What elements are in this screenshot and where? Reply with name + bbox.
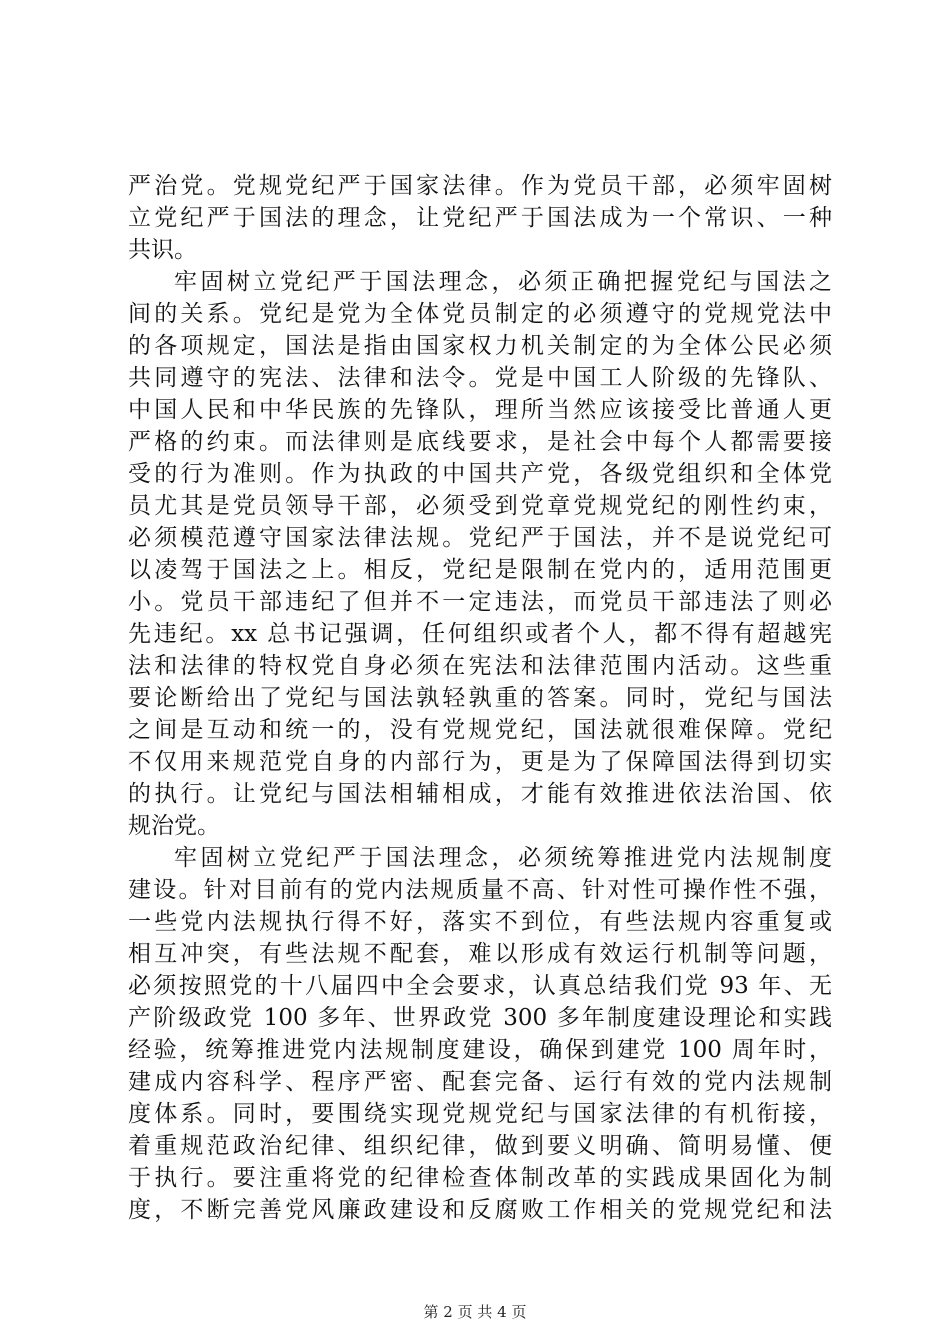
text-line: 相互冲突，有些法规不配套，难以形成有效运行机制等问题， — [128, 941, 832, 967]
text-line: 严治党。党规党纪严于国家法律。作为党员干部，必须牢固树 — [128, 173, 832, 199]
text-line: 规治党。 — [128, 813, 220, 839]
text-line: 要论断给出了党纪与国法孰轻孰重的答案。同时，党纪与国法 — [128, 685, 832, 711]
text-line: 共同遵守的宪法、法律和法令。党是中国工人阶级的先锋队、 — [128, 365, 832, 391]
text-line: 员尤其是党员领导干部，必须受到党章党规党纪的刚性约束， — [128, 493, 832, 519]
text-line: 中国人民和中华民族的先锋队，理所当然应该接受比普通人更 — [128, 397, 832, 423]
document-body — [128, 170, 832, 1226]
text-line: 共识。 — [128, 237, 197, 263]
text-line: 必须按照党的十八届四中全会要求，认真总结我们党 93 年、无 — [128, 973, 832, 999]
text-line: 度体系。同时，要围绕实现党规党纪与国家法律的有机衔接， — [128, 1101, 832, 1127]
text-line: 经验，统筹推进党内法规制度建设，确保到建党 100 周年时， — [128, 1037, 832, 1063]
text-line: 不仅用来规范党自身的内部行为，更是为了保障国法得到切实 — [128, 749, 832, 775]
text-line: 牢固树立党纪严于国法理念，必须统筹推进党内法规制度 — [174, 845, 832, 871]
text-line: 法和法律的特权党自身必须在宪法和法律范围内活动。这些重 — [128, 653, 832, 679]
text-line: 以凌驾于国法之上。相反，党纪是限制在党内的，适用范围更 — [128, 557, 832, 583]
text-line: 受的行为准则。作为执政的中国共产党，各级党组织和全体党 — [128, 461, 832, 487]
text-line: 度，不断完善党风廉政建设和反腐败工作相关的党规党纪和法 — [128, 1197, 832, 1223]
text-line: 产阶级政党 100 多年、世界政党 300 多年制度建设理论和实践 — [128, 1005, 832, 1031]
page-footer: 第 2 页 共 4 页 — [423, 1303, 527, 1321]
text-line: 严格的约束。而法律则是底线要求，是社会中每个人都需要接 — [128, 429, 832, 455]
text-line: 一些党内法规执行得不好，落实不到位，有些法规内容重复或 — [128, 909, 832, 935]
text-line: 的执行。让党纪与国法相辅相成，才能有效推进依法治国、依 — [128, 781, 832, 807]
text-line: 的各项规定，国法是指由国家权力机关制定的为全体公民必须 — [128, 333, 832, 359]
text-line: 小。党员干部违纪了但并不一定违法，而党员干部违法了则必 — [128, 589, 832, 615]
text-line: 之间是互动和统一的，没有党规党纪，国法就很难保障。党纪 — [128, 717, 832, 743]
text-line: 间的关系。党纪是党为全体党员制定的必须遵守的党规党法中 — [128, 301, 832, 327]
text-line: 着重规范政治纪律、组织纪律，做到要义明确、简明易懂、便 — [128, 1133, 832, 1159]
text-line: 先违纪。xx 总书记强调，任何组织或者个人，都不得有超越宪 — [128, 621, 832, 647]
text-line: 立党纪严于国法的理念，让党纪严于国法成为一个常识、一种 — [128, 205, 832, 231]
text-line: 于执行。要注重将党的纪律检查体制改革的实践成果固化为制 — [128, 1165, 832, 1191]
text-line: 建成内容科学、程序严密、配套完备、运行有效的党内法规制 — [128, 1069, 832, 1095]
text-line: 建设。针对目前有的党内法规质量不高、针对性可操作性不强， — [128, 877, 832, 903]
text-line: 必须模范遵守国家法律法规。党纪严于国法，并不是说党纪可 — [128, 525, 832, 551]
text-line: 牢固树立党纪严于国法理念，必须正确把握党纪与国法之 — [174, 269, 832, 295]
